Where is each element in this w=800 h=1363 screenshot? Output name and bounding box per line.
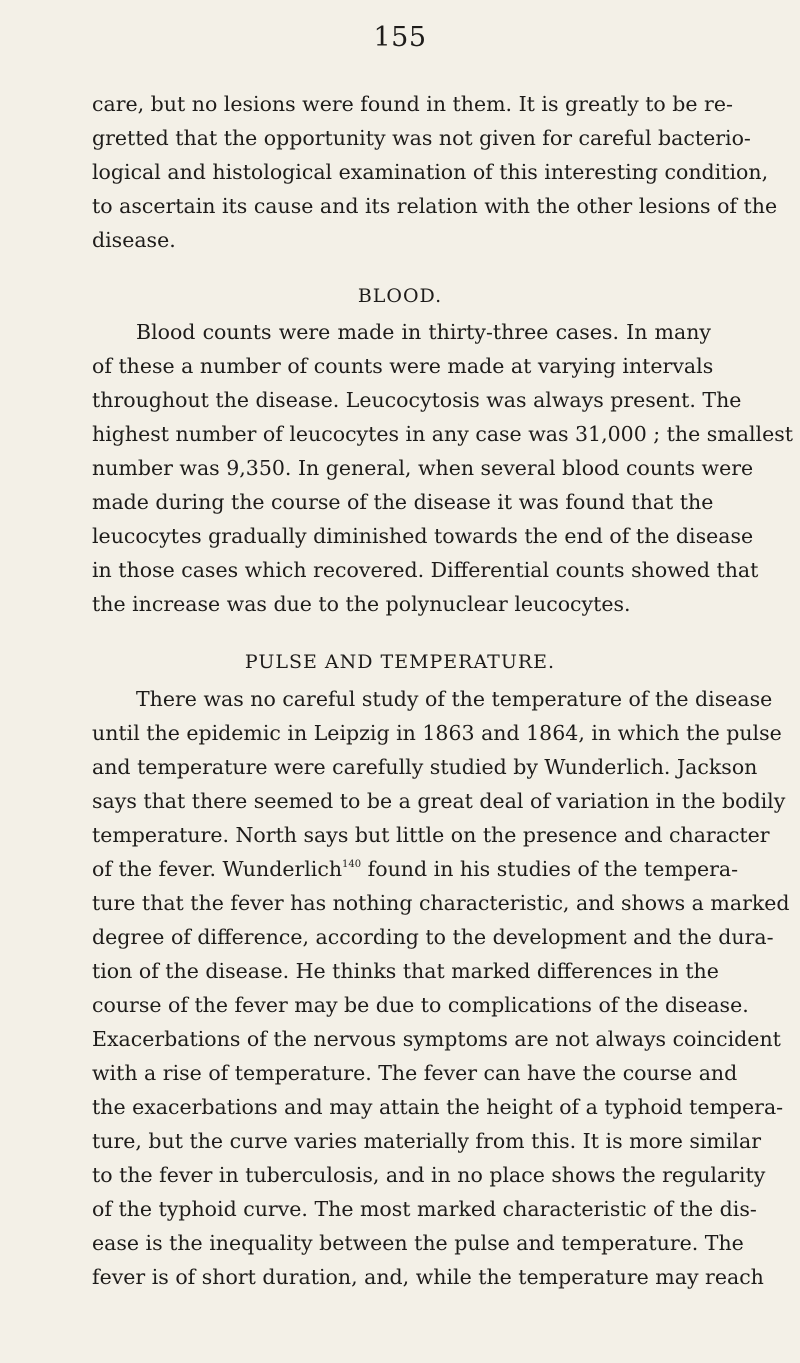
text-line: until the epidemic in Leipzig in 1863 and 1864, in which the pulse [92, 721, 782, 745]
text-line: temperature. North says but little on the presence and character [92, 823, 770, 847]
text-line: course of the fever may be due to complications of the disease. [92, 993, 749, 1017]
footnote-reference: 140 [342, 859, 362, 870]
text-line: disease. [92, 228, 176, 252]
text-line: to ascertain its cause and its relation with the other lesions of the [92, 194, 778, 218]
text-line: highest number of leucocytes in any case was 31,000 ; the smallest [92, 422, 793, 446]
text-line: tion of the disease. He thinks that marked differences in the [92, 959, 719, 983]
text-line: the increase was due to the polynuclear leucocytes. [92, 592, 631, 616]
text-fragment: found in his studies of the tempera- [361, 857, 739, 881]
text-line: in those cases which recovered. Differential counts showed that [92, 558, 759, 582]
section-heading-blood: BLOOD. [357, 285, 443, 307]
text-line: of these a number of counts were made at varying intervals [92, 354, 714, 378]
text-line: says that there seemed to be a great deal of variation in the bodily [92, 789, 786, 813]
text-line: ture, but the curve varies materially from this. It is more similar [92, 1129, 761, 1153]
text-line: logical and histological examination of this interesting condition, [92, 160, 769, 184]
section-heading-pulse-temperature: PULSE AND TEMPERATURE. [244, 651, 556, 673]
text-line: and temperature were carefully studied by Wunderlich. Jackson [92, 755, 758, 779]
text-line-with-footnote [92, 854, 739, 884]
text-line: made during the course of the disease it was found that the [92, 490, 714, 514]
text-line: with a rise of temperature. The fever can have the course and [92, 1061, 738, 1085]
text-line: Blood counts were made in thirty-three cases. In many [136, 320, 711, 344]
text-line: the exacerbations and may attain the height of a typhoid tempera- [92, 1095, 784, 1119]
text-line: number was 9,350. In general, when several blood counts were [92, 456, 754, 480]
text-line: ture that the fever has nothing characteristic, and shows a marked [92, 891, 790, 915]
text-line: Exacerbations of the nervous symptoms are not always coincident [92, 1027, 781, 1051]
page-number: 155 [373, 22, 427, 53]
text-line: ease is the inequality between the pulse and temperature. The [92, 1231, 744, 1255]
text-line: There was no careful study of the temperature of the disease [136, 687, 773, 711]
text-line: leucocytes gradually diminished towards the end of the disease [92, 524, 754, 548]
text-line: to the fever in tuberculosis, and in no place shows the regularity [92, 1163, 766, 1187]
text-fragment: of the fever. Wunderlich [92, 857, 343, 881]
text-line: fever is of short duration, and, while the temperature may reach [92, 1265, 764, 1289]
text-line: degree of difference, according to the development and the dura- [92, 925, 774, 949]
text-line: of the typhoid curve. The most marked characteristic of the dis- [92, 1197, 757, 1221]
text-line: care, but no lesions were found in them. It is greatly to be re- [92, 92, 733, 116]
text-line: throughout the disease. Leucocytosis was always present. The [92, 388, 742, 412]
text-line: gretted that the opportunity was not given for careful bacterio- [92, 126, 751, 150]
